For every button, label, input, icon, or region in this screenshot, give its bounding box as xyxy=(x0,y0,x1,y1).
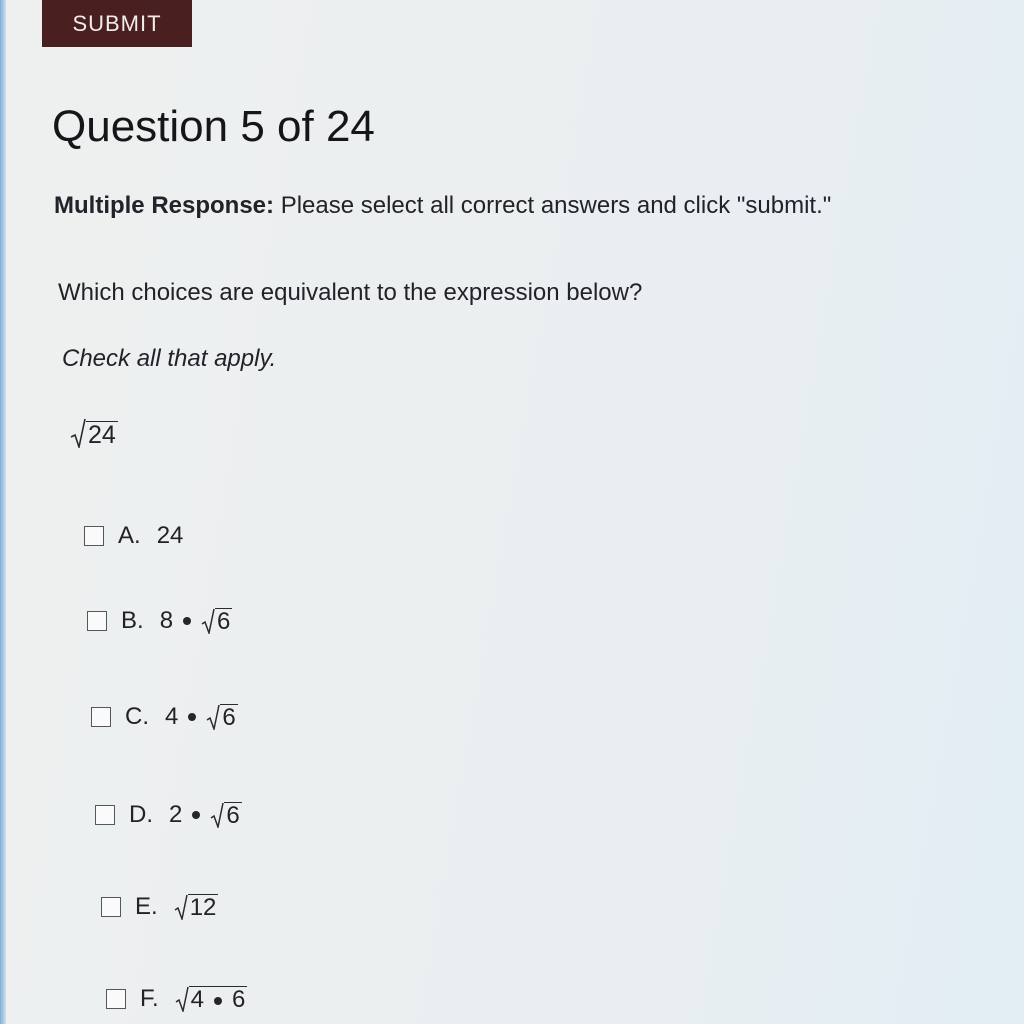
option-d[interactable] xyxy=(95,801,242,829)
option-f-radicand xyxy=(189,986,248,1012)
option-d-checkbox[interactable] xyxy=(95,805,115,825)
multiply-dot-icon xyxy=(188,713,196,721)
option-d-letter: D. xyxy=(129,801,153,828)
option-d-coefficient: 2 xyxy=(169,801,183,828)
option-c-letter: C. xyxy=(125,703,149,730)
instruction-text: Please select all correct answers and click "submit." xyxy=(280,192,832,219)
option-b[interactable] xyxy=(87,607,232,635)
option-a-letter: A. xyxy=(118,522,141,549)
radical-sign-icon xyxy=(175,986,189,1012)
option-a-checkbox[interactable] xyxy=(84,526,104,546)
option-c-radicand: 6 xyxy=(222,704,236,731)
radical-sign-icon xyxy=(174,894,188,920)
radical-sign-icon xyxy=(206,704,220,730)
option-e-letter: E. xyxy=(135,893,158,920)
square-root xyxy=(210,802,241,828)
radical-sign-icon xyxy=(70,418,86,448)
expression-radicand: 24 xyxy=(88,421,116,449)
submit-button[interactable]: SUBMIT xyxy=(42,0,192,47)
left-border xyxy=(0,0,6,1024)
option-e-checkbox[interactable] xyxy=(101,897,121,917)
option-f[interactable] xyxy=(106,985,247,1013)
option-a-value: 24 xyxy=(156,522,184,549)
option-e-radicand: 12 xyxy=(189,894,217,921)
instruction-label: Multiple Response: xyxy=(54,192,275,219)
multiply-dot-icon xyxy=(214,997,222,1005)
radical-sign-icon xyxy=(210,802,224,828)
instructions xyxy=(54,192,831,220)
option-d-radicand: 6 xyxy=(226,802,240,829)
option-b-checkbox[interactable] xyxy=(87,611,107,631)
radical-sign-icon xyxy=(201,608,215,634)
option-f-letter: F. xyxy=(140,985,159,1012)
multiply-dot-icon xyxy=(183,617,191,625)
option-f-radicand-right: 6 xyxy=(232,986,246,1013)
square-root xyxy=(70,418,118,448)
option-c-coefficient: 4 xyxy=(165,703,179,730)
option-a[interactable] xyxy=(84,522,183,550)
expression xyxy=(70,418,118,455)
multiply-dot-icon xyxy=(192,811,200,819)
check-all-note: Check all that apply. xyxy=(62,345,277,372)
question-title: Question 5 of 24 xyxy=(52,102,375,151)
option-f-radicand-left: 4 xyxy=(190,986,205,1013)
option-f-checkbox[interactable] xyxy=(106,989,126,1009)
option-b-letter: B. xyxy=(121,607,144,634)
square-root xyxy=(175,986,248,1012)
option-b-coefficient: 8 xyxy=(159,607,174,634)
square-root xyxy=(174,894,219,920)
square-root xyxy=(206,704,237,730)
option-e[interactable] xyxy=(101,893,218,921)
question-prompt: Which choices are equivalent to the expression below? xyxy=(58,279,643,306)
option-b-radicand: 6 xyxy=(217,608,231,635)
option-c[interactable] xyxy=(91,703,238,731)
option-c-checkbox[interactable] xyxy=(91,707,111,727)
square-root xyxy=(201,608,232,634)
